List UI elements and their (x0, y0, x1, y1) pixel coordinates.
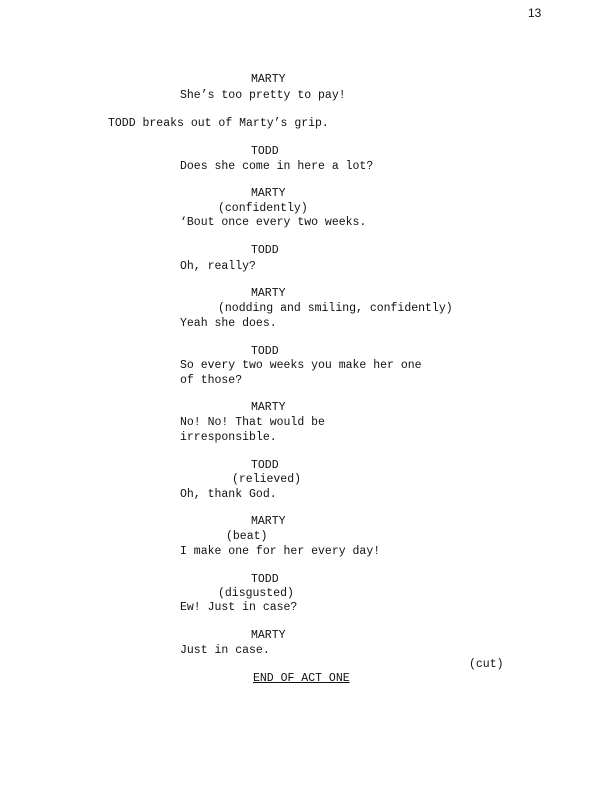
character-name: MARTY (251, 287, 286, 300)
parenthetical: (disgusted) (218, 587, 294, 600)
character-name: TODD (251, 345, 279, 358)
character-name: MARTY (251, 515, 286, 528)
parenthetical: (confidently) (218, 202, 308, 215)
action-line: TODD breaks out of Marty’s grip. (108, 117, 329, 130)
dialogue-line: of those? (180, 374, 243, 387)
character-name: MARTY (251, 629, 286, 642)
dialogue-line: Oh, thank God. (180, 488, 277, 501)
character-name: TODD (251, 145, 279, 158)
dialogue-line: Does she come in here a lot? (180, 160, 374, 173)
dialogue-line: Yeah she does. (180, 317, 277, 330)
character-name: TODD (251, 244, 279, 257)
dialogue-line: I make one for her every day! (180, 545, 381, 558)
dialogue-line: No! No! That would be (180, 416, 325, 429)
dialogue-line: So every two weeks you make her one (180, 359, 422, 372)
character-name: TODD (251, 459, 279, 472)
dialogue-line: Just in case. (180, 644, 270, 657)
page-number: 13 (528, 6, 542, 20)
dialogue-line: irresponsible. (180, 431, 277, 444)
dialogue-line: Ew! Just in case? (180, 601, 298, 614)
transition: (cut) (469, 658, 504, 671)
end-of-act-title: END OF ACT ONE (253, 672, 350, 685)
parenthetical: (nodding and smiling, confidently) (218, 302, 453, 315)
dialogue-line: ‘Bout once every two weeks. (180, 216, 367, 229)
parenthetical: (beat) (226, 530, 268, 543)
parenthetical: (relieved) (232, 473, 302, 486)
dialogue-line: Oh, really? (180, 260, 256, 273)
character-name: MARTY (251, 187, 286, 200)
character-name: MARTY (251, 401, 286, 414)
dialogue-line: She’s too pretty to pay! (180, 89, 346, 102)
character-name: MARTY (251, 73, 286, 86)
character-name: TODD (251, 573, 279, 586)
